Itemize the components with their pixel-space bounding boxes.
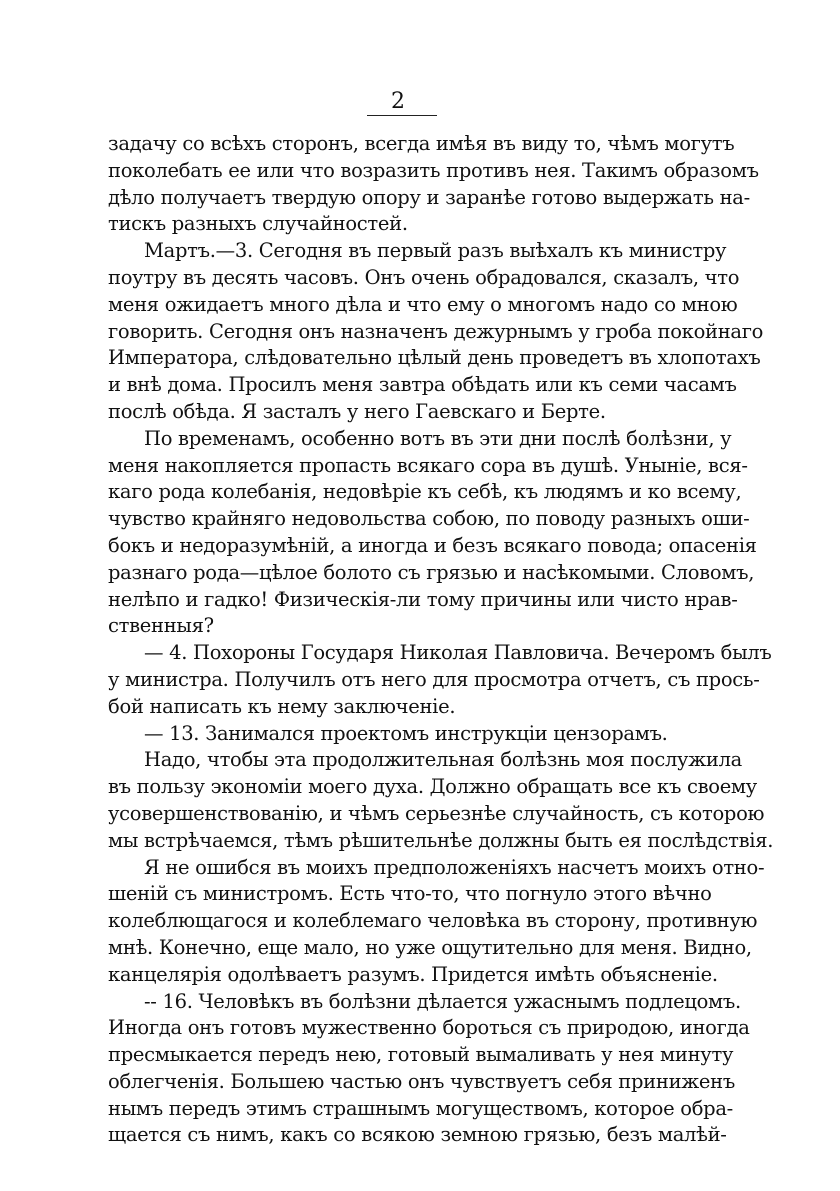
text-line: бой написать къ нему заключенiе. xyxy=(108,694,456,718)
text-line: поколебать ее или что возразить противъ нея. Такимъ образомъ xyxy=(108,158,759,182)
text-line: поутру въ десять часовъ. Онъ очень обрадовался, сказалъ, что xyxy=(108,265,740,289)
text-line: щается съ нимъ, какъ со всякою земною грязью, безъ малѣй- xyxy=(108,1123,727,1147)
text-line: у министра. Получилъ отъ него для просмотра отчетъ, съ прось- xyxy=(108,667,760,691)
text-line: По временамъ, особенно вотъ въ эти дни послѣ болѣзни, у xyxy=(144,426,732,450)
text-line: мы встрѣчаемся, тѣмъ рѣшительнѣе должны быть ея послѣдствiя. xyxy=(108,828,774,852)
text-line: задачу со всѣхъ сторонъ, всегда имѣя въ виду то, чѣмъ могутъ xyxy=(108,132,735,155)
text-line: Мартъ.—3. Сегодня въ первый разъ выѣхалъ къ министру xyxy=(144,239,727,263)
text-line: пресмыкается передъ нею, готовый вымаливать у нея минуту xyxy=(108,1043,734,1067)
text-line: дѣло получаетъ твердую опору и заранѣе готово выдержать на- xyxy=(108,185,750,209)
text-line: — 13. Занимался проектомъ инструкцiи цензорамъ. xyxy=(144,721,668,745)
text-line: и внѣ дома. Просилъ меня завтра обѣдать или къ семи часамъ xyxy=(108,373,737,397)
text-line: облегченiя. Большею частью онъ чувствуетъ себя приниженъ xyxy=(108,1069,735,1093)
text-line: нымъ передъ этимъ страшнымъ могуществомъ, которое обра- xyxy=(108,1096,733,1120)
text-line: тискъ разныхъ случайностей. xyxy=(108,212,408,236)
text-line: Надо, чтобы эта продолжительная болѣзнь моя послужила xyxy=(144,748,742,772)
text-line: разнаго рода—цѣлое болото съ грязью и насѣкомыми. Словомъ, xyxy=(108,560,755,584)
page-number xyxy=(0,88,840,116)
text-line: нелѣпо и гадко! Физическiя-ли тому причины или чисто нрав- xyxy=(108,587,738,611)
text-line: меня ожидаетъ много дѣла и что ему о многомъ надо со мною xyxy=(108,292,738,316)
text-line: Императора, слѣдовательно цѣлый день проведетъ въ хлопотахъ xyxy=(108,346,761,370)
page-number-text: 2 xyxy=(391,89,405,114)
text-line: ственныя? xyxy=(108,614,214,638)
text-line: канцелярiя одолѣваетъ разумъ. Придется имѣть объясненiе. xyxy=(108,962,718,986)
text-line: послѣ обѣда. Я засталъ у него Гаевскаго и Берте. xyxy=(108,399,606,423)
text-line: шенiй съ министромъ. Есть что-то, что погнуло этого вѣчно xyxy=(108,882,712,906)
text-line: Я не ошибся въ моихъ предположенiяхъ насчетъ моихъ отно- xyxy=(144,855,765,879)
text-line: каго рода колебанiя, недовѣрiе къ себѣ, къ людямъ и ко всему, xyxy=(108,480,742,504)
text-line: мнѣ. Конечно, еще мало, но уже ощутительно для меня. Видно, xyxy=(108,935,752,959)
text-line: — 4. Похороны Государя Николая Павловича. Вечеромъ былъ xyxy=(144,641,772,665)
text-line: -- 16. Человѣкъ въ болѣзни дѣлается ужаснымъ подлецомъ. xyxy=(144,989,741,1013)
text-line: бокъ и недоразумѣнiй, а иногда и безъ всякаго повода; опасенiя xyxy=(108,533,757,557)
text-line: меня накопляется пропасть всякаго сора въ душѣ. Унынiе, вся- xyxy=(108,453,748,477)
text-line: говорить. Сегодня онъ назначенъ дежурнымъ у гроба покойнаго xyxy=(108,319,764,343)
text-line: чувство крайняго недовольства собою, по поводу разныхъ оши- xyxy=(108,507,750,531)
text-line: въ пользу экономiи моего духа. Должно обращать все къ своему xyxy=(108,775,757,799)
body-text xyxy=(108,131,774,1149)
header-rule xyxy=(367,115,437,116)
text-line: колеблющагося и колеблемаго человѣка въ сторону, противную xyxy=(108,909,758,933)
text-line: Иногда онъ готовъ мужественно бороться съ природою, иногда xyxy=(108,1016,750,1040)
text-line: усовершенствованiю, и чѣмъ серьезнѣе случайность, съ которою xyxy=(108,801,765,825)
